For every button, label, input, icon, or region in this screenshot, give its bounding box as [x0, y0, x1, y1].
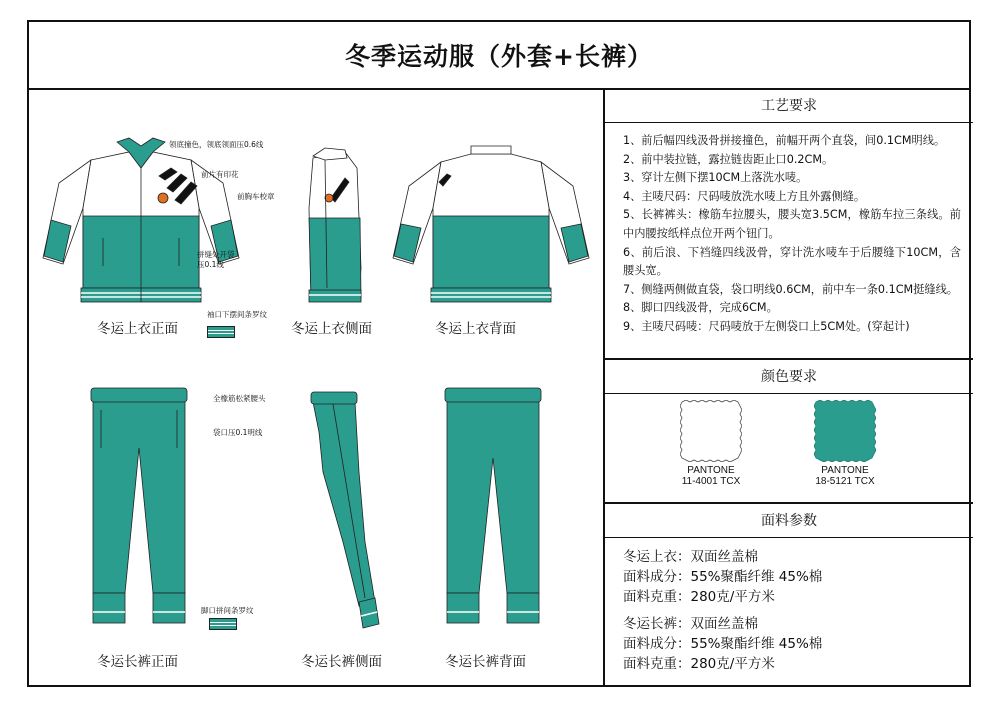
fabric-pants-line: 冬运长裤：双面丝盖棉 — [623, 616, 758, 632]
label-jacket-front: 冬运上衣正面 — [97, 321, 178, 337]
process-heading: 工艺要求 — [605, 88, 973, 123]
process-item: 8、脚口四线汲骨，完成6CM。 — [623, 301, 778, 315]
fabric-top — [623, 547, 822, 607]
swatch-white-code: 11-4001 TCX — [681, 476, 741, 487]
spec-panel — [603, 88, 973, 685]
callout-waist: 全橡筋松紧腰头 — [213, 394, 266, 403]
process-item: 4、主唛尺码：尺码唛放洗水唛上方且外露侧缝。 — [623, 189, 866, 203]
swatch-teal-name: PANTONE — [821, 465, 869, 476]
process-item: 1、前后幅四线汲骨拼接撞色，前幅开两个直袋，间0.1CM明线。 — [623, 134, 946, 147]
title-bar — [29, 22, 969, 90]
process-item: 3、穿计左侧下摆10CM上落洗水唛。 — [623, 171, 808, 185]
fabric-heading: 面料参数 — [605, 503, 973, 538]
swatch-teal-code: 18-5121 TCX — [815, 476, 875, 487]
page-title: 冬季运动服（外套+长裤） — [345, 42, 653, 71]
swatch-white-name: PANTONE — [687, 465, 735, 476]
swatch-teal-chip — [814, 400, 876, 462]
label-pants-side: 冬运长裤侧面 — [301, 654, 382, 670]
jacket-back-drawing — [391, 146, 591, 306]
fabric-pants-line: 面料成分：55%聚酯纤维 45%棉 — [623, 636, 823, 652]
fabric-top-line: 面料成分：55%聚酯纤维 45%棉 — [623, 569, 823, 585]
spec-sheet — [27, 20, 971, 687]
pants-back-drawing — [443, 388, 543, 633]
process-item: 9、主唛尺码唛：尺码唛放于左侧袋口上5CM处。(穿起计) — [623, 319, 910, 333]
label-pants-front: 冬运长裤正面 — [97, 654, 178, 670]
fabric-pants — [623, 614, 822, 674]
callout-pocket-1: 拼缝处开袋 — [197, 250, 235, 259]
pants-side-drawing — [309, 392, 379, 632]
color-heading: 颜色要求 — [605, 359, 973, 394]
jacket-front-drawing — [41, 138, 241, 308]
jacket-side-drawing — [305, 148, 365, 306]
process-item: 6、前后浪、下裆缝四线汲骨，穿计洗水唛车于后腰缝下10CM，含腰头宽。 — [623, 245, 961, 278]
label-jacket-side: 冬运上衣侧面 — [291, 321, 372, 337]
process-item: 2、前中装拉链，露拉链齿距止口0.2CM。 — [623, 152, 834, 166]
callout-collar: 领底撞色，领底领面压0.6线 — [169, 140, 264, 149]
swatch-white-chip — [680, 400, 742, 462]
callout-pant-pocket: 袋口压0.1明线 — [213, 428, 263, 437]
pants-front-drawing — [89, 388, 189, 633]
process-item: 5、长裤裤头：橡筋车拉腰头，腰头宽3.5CM，橡筋车拉三条线。前中内腰按纸样点位开两个钮门。 — [623, 208, 961, 240]
fabric-top-line: 面料克重：280克/平方米 — [623, 589, 775, 605]
label-jacket-back: 冬运上衣背面 — [435, 321, 516, 337]
fabric-top-line: 冬运上衣：双面丝盖棉 — [623, 549, 758, 565]
callout-cuff: 袖口下摆间条罗纹 — [207, 310, 267, 319]
drawing-area — [29, 88, 603, 685]
cuff-rib-sample — [207, 326, 235, 338]
callout-badge: 前胸车校章 — [237, 192, 275, 201]
process-item: 7、侧缝两侧做直袋，袋口明线0.6CM，前中车一条0.1CM挺缝线。 — [623, 282, 958, 296]
ankle-rib-sample — [209, 618, 237, 630]
callout-ankle: 脚口拼间条罗纹 — [201, 606, 254, 615]
callout-pocket-2: 压0.1线 — [197, 260, 224, 269]
process-list — [623, 132, 961, 337]
fabric-pants-line: 面料克重：280克/平方米 — [623, 656, 775, 672]
callout-print: 前片有印花 — [201, 170, 239, 179]
label-pants-back: 冬运长裤背面 — [445, 654, 526, 670]
swatch-white — [671, 400, 751, 487]
swatch-teal — [805, 400, 885, 487]
